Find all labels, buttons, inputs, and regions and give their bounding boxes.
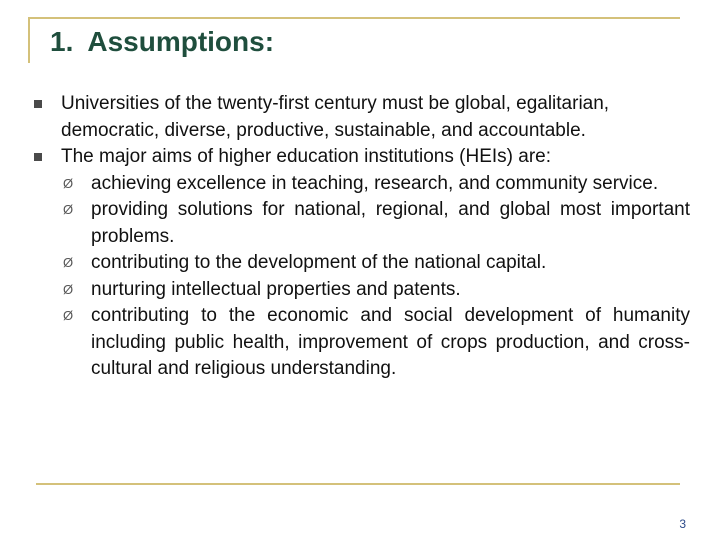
- arrow-bullet-icon: Ø: [62, 308, 74, 323]
- arrow-bullet-icon: Ø: [62, 175, 74, 191]
- bullet-text: Universities of the twenty-first century must be global, egalitarian, democratic, diverse, productive, sustainable, and accountable.: [61, 93, 610, 141]
- bullet-list: [34, 91, 690, 383]
- sub-bullet-item: [34, 277, 690, 304]
- bullet-item: [34, 91, 690, 144]
- square-bullet-icon: [34, 153, 42, 161]
- bottom-rule: [36, 483, 680, 485]
- sub-bullet-item: [34, 171, 690, 198]
- slide-title: [50, 26, 274, 58]
- page-number: 3: [679, 517, 686, 531]
- arrow-bullet-icon: Ø: [62, 255, 74, 270]
- arrow-bullet-icon: Ø: [62, 281, 74, 297]
- title-number: 1.: [50, 26, 74, 57]
- sub-bullet-text: providing solutions for national, regional, and global most important problems.: [91, 199, 690, 247]
- sub-bullet-item: [34, 303, 690, 383]
- bullet-text: The major aims of higher education institutions (HEIs) are:: [61, 146, 551, 167]
- square-bullet-icon: [34, 100, 42, 108]
- sub-bullet-text: contributing to the economic and social development of humanity including public health, improvement of crops production, and cross-cultural and religious understanding.: [91, 305, 690, 379]
- top-rule: [28, 17, 680, 19]
- sub-bullet-text: contributing to the development of the national capital.: [91, 252, 547, 273]
- bullet-item: [34, 144, 690, 171]
- left-rule: [28, 17, 30, 63]
- sub-bullet-text: nurturing intellectual properties and patents.: [91, 278, 461, 300]
- sub-bullet-text: achieving excellence in teaching, research, and community service.: [91, 172, 659, 194]
- sub-bullet-item: [34, 250, 690, 277]
- sub-bullet-item: [34, 197, 690, 250]
- title-text: Assumptions:: [87, 26, 275, 57]
- arrow-bullet-icon: Ø: [62, 202, 74, 217]
